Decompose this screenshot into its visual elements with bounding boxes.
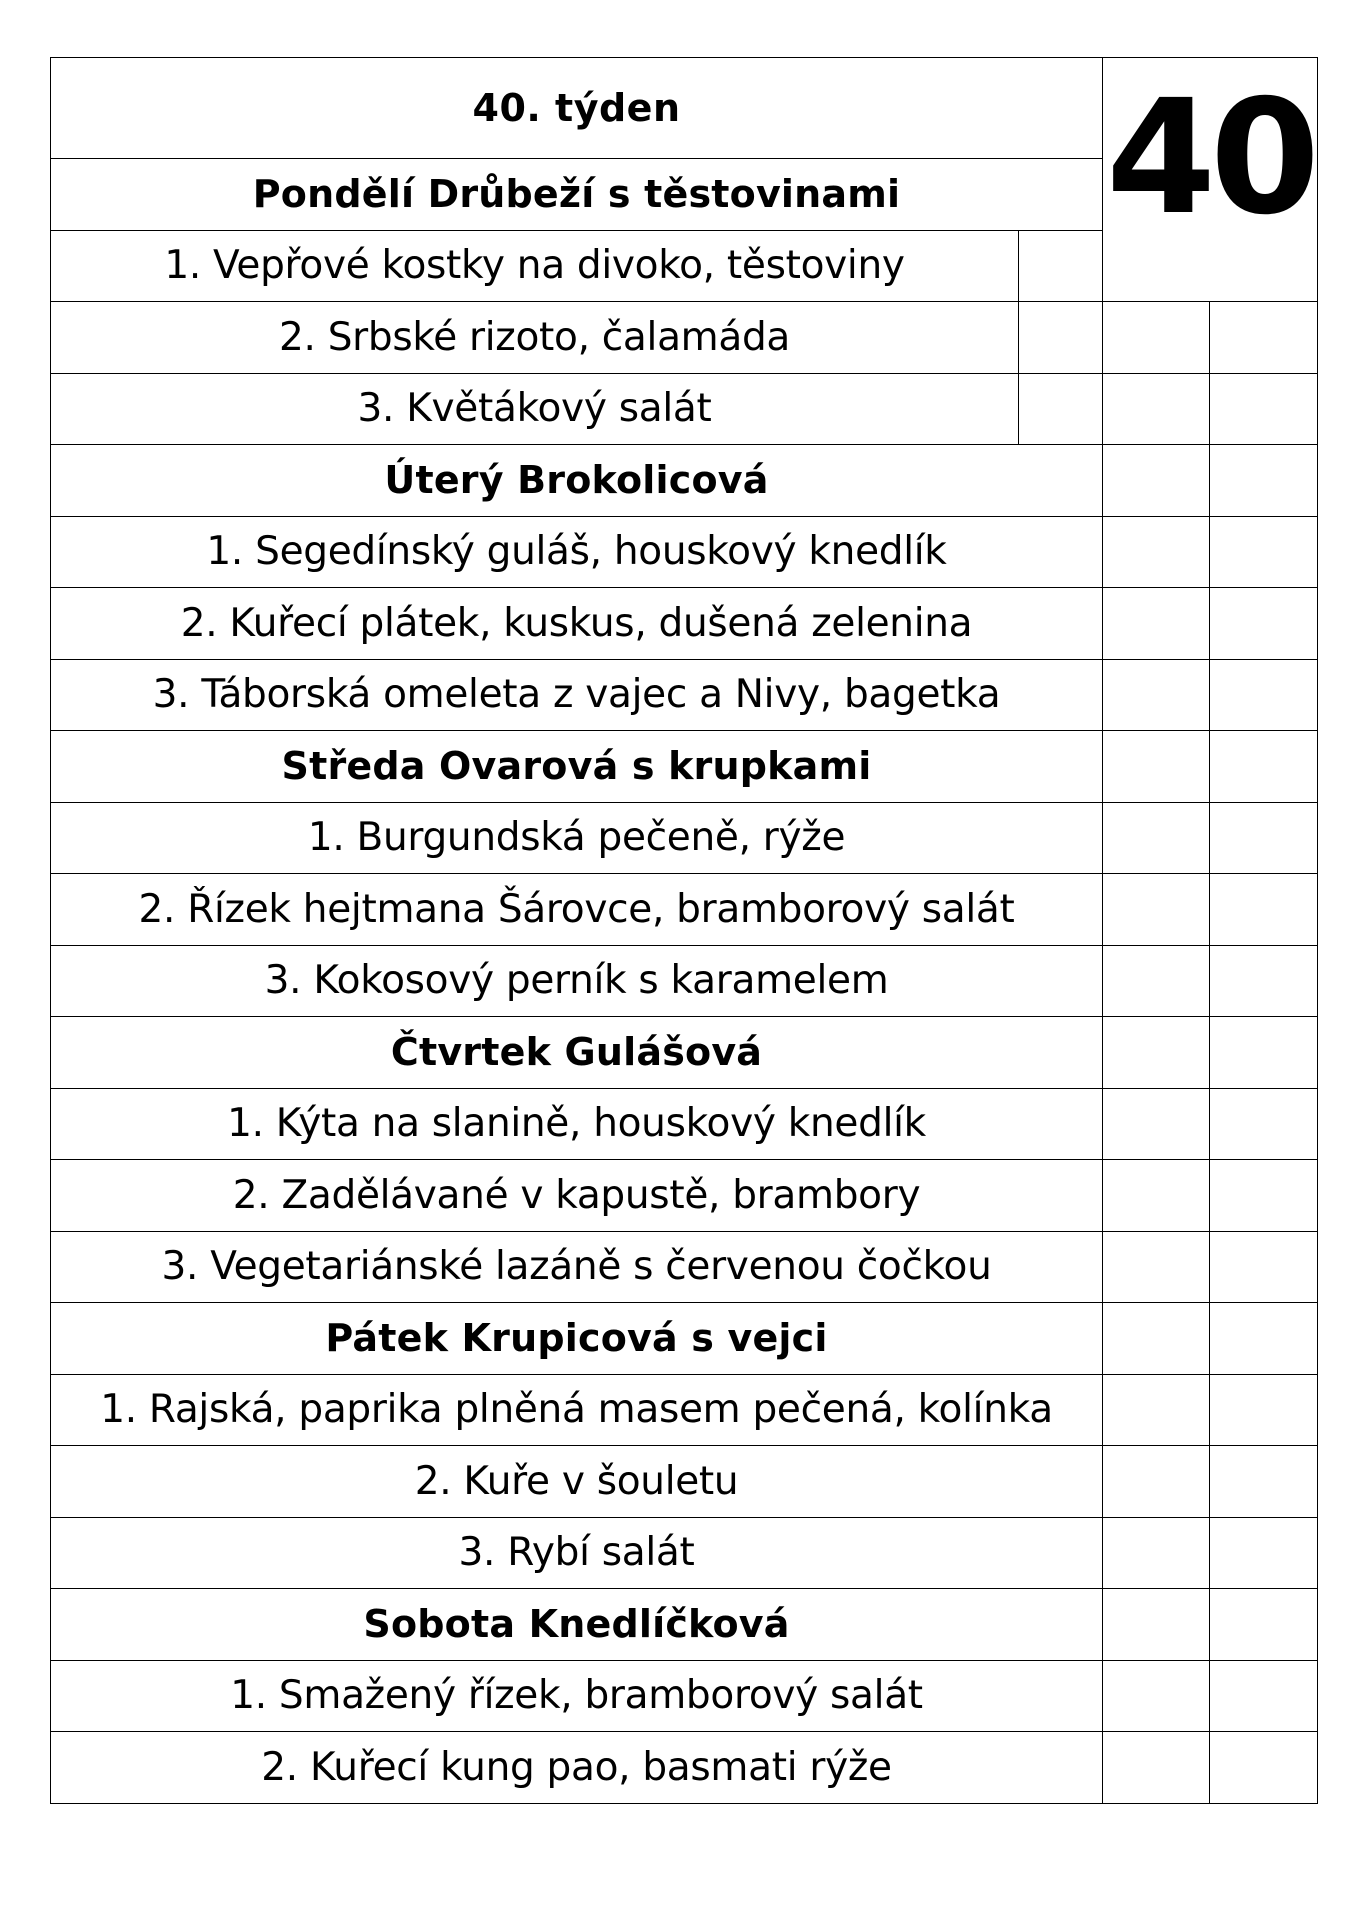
dish-name: 1. Segedínský guláš, houskový knedlík [206,529,947,575]
dish-row [51,659,1318,731]
check-cell [1210,1231,1318,1303]
dish-row [51,802,1318,874]
week-title: 40. týden [472,86,681,130]
week-number-cell [1103,58,1318,302]
check-cell [1210,1660,1318,1732]
day-heading-row [51,1589,1318,1661]
dish-row [51,516,1318,588]
check-cell [1103,1017,1210,1089]
dish-cell [51,874,1103,946]
check-cell [1210,1446,1318,1518]
menu-table [50,57,1318,1804]
check-cell [1103,588,1210,660]
check-cell [1210,802,1318,874]
title-row [51,58,1318,159]
dish-name: 1. Smažený řízek, bramborový salát [230,1673,923,1719]
check-cell [1019,373,1103,445]
check-cell [1103,1374,1210,1446]
dish-row [51,1660,1318,1732]
check-cell [1103,802,1210,874]
day-heading: Sobota Knedlíčková [363,1602,790,1647]
check-cell [1210,945,1318,1017]
dish-row [51,1374,1318,1446]
dish-name: 3. Kokosový perník s karamelem [264,958,889,1004]
dish-name: 3. Rybí salát [458,1530,695,1576]
check-cell [1103,874,1210,946]
dish-cell [51,1446,1103,1518]
check-cell [1103,1303,1210,1375]
dish-row [51,373,1318,445]
check-cell [1103,1589,1210,1661]
dish-row [51,1446,1318,1518]
day-heading: Středa Ovarová s krupkami [281,744,872,789]
dish-row [51,874,1318,946]
dish-cell [51,802,1103,874]
dish-name: 1. Rajská, paprika plněná masem pečená, kolínka [100,1387,1053,1433]
dish-cell [51,659,1103,731]
check-cell [1210,373,1318,445]
dish-name: 2. Kuře v šouletu [414,1458,739,1504]
dish-cell [51,516,1103,588]
check-cell [1103,1732,1210,1804]
check-cell [1210,588,1318,660]
dish-cell [51,1517,1103,1589]
check-cell [1210,302,1318,374]
day-heading-cell [51,445,1103,517]
dish-cell [51,945,1103,1017]
check-cell [1103,731,1210,803]
check-cell [1103,1160,1210,1232]
check-cell [1210,1088,1318,1160]
check-cell [1103,659,1210,731]
check-cell [1103,1517,1210,1589]
check-cell [1210,1589,1318,1661]
dish-name: 3. Táborská omeleta z vajec a Nivy, bagetka [152,672,1001,718]
check-cell [1103,1660,1210,1732]
check-cell [1103,945,1210,1017]
check-cell [1210,1017,1318,1089]
dish-name: 1. Vepřové kostky na divoko, těstoviny [164,243,905,289]
check-cell [1019,230,1103,302]
day-heading: Čtvrtek Gulášová [390,1030,763,1075]
day-heading-row [51,1303,1318,1375]
dish-cell [51,302,1019,374]
day-heading-cell [51,1303,1103,1375]
dish-name: 2. Kuřecí kung pao, basmati rýže [261,1744,892,1790]
check-cell [1210,1517,1318,1589]
dish-name: 3. Vegetariánské lazáně s červenou čočkou [161,1244,992,1290]
dish-cell [51,373,1019,445]
check-cell [1210,1303,1318,1375]
day-heading: Úterý Brokolicová [384,458,769,503]
day-heading-row [51,731,1318,803]
week-title-cell [51,58,1103,159]
dish-row [51,945,1318,1017]
check-cell [1210,659,1318,731]
day-heading-row [51,1017,1318,1089]
day-heading-cell [51,731,1103,803]
dish-name: 1. Burgundská pečeně, rýže [307,815,846,861]
dish-name: 2. Řízek hejtmana Šárovce, bramborový salát [138,886,1015,932]
dish-cell [51,1088,1103,1160]
dish-row [51,1732,1318,1804]
day-heading-cell [51,159,1103,231]
check-cell [1103,516,1210,588]
check-cell [1210,445,1318,517]
dish-row [51,302,1318,374]
dish-cell [51,1660,1103,1732]
check-cell [1210,1160,1318,1232]
check-cell [1103,373,1210,445]
dish-cell [51,1732,1103,1804]
dish-name: 2. Srbské rizoto, čalamáda [278,314,791,360]
dish-name: 3. Květákový salát [357,386,712,432]
dish-name: 1. Kýta na slanině, houskový knedlík [227,1101,926,1147]
check-cell [1019,302,1103,374]
check-cell [1103,1088,1210,1160]
day-heading: Pondělí Drůbeží s těstovinami [252,172,901,217]
check-cell [1210,1374,1318,1446]
dish-cell [51,230,1019,302]
day-heading-row [51,445,1318,517]
dish-row [51,1231,1318,1303]
day-heading-cell [51,1017,1103,1089]
dish-name: 2. Zadělávané v kapustě, brambory [232,1172,921,1218]
dish-cell [51,1374,1103,1446]
dish-cell [51,588,1103,660]
week-number: 40 [1106,65,1314,250]
dish-row [51,1160,1318,1232]
check-cell [1210,874,1318,946]
check-cell [1210,1732,1318,1804]
check-cell [1210,516,1318,588]
dish-row [51,588,1318,660]
dish-cell [51,1231,1103,1303]
day-heading-cell [51,1589,1103,1661]
day-heading: Pátek Krupicová s vejci [325,1316,828,1361]
check-cell [1103,445,1210,517]
check-cell [1210,731,1318,803]
dish-row [51,1088,1318,1160]
dish-name: 2. Kuřecí plátek, kuskus, dušená zelenina [180,600,973,646]
check-cell [1103,1446,1210,1518]
dish-row [51,1517,1318,1589]
check-cell [1103,1231,1210,1303]
dish-cell [51,1160,1103,1232]
check-cell [1103,302,1210,374]
